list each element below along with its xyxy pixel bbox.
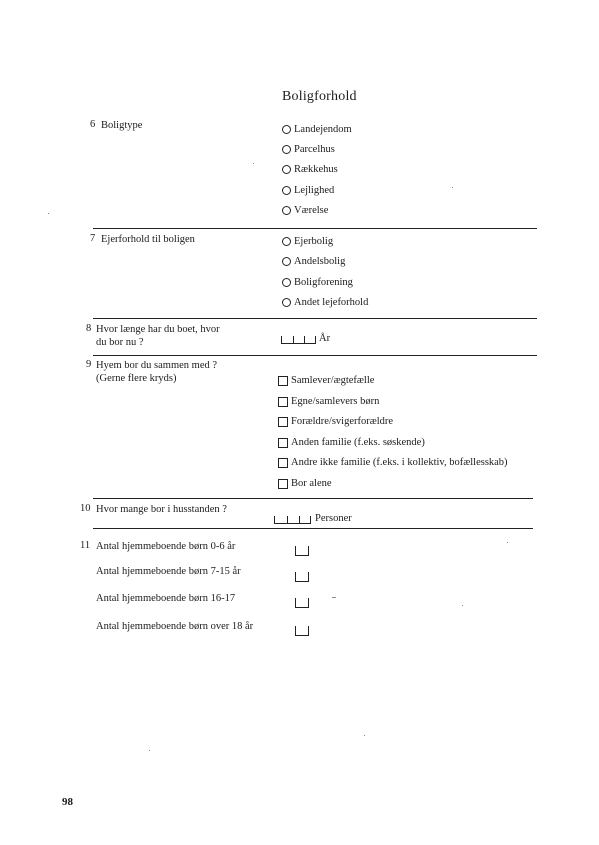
q10-unit: Personer [315, 513, 352, 524]
q6-number: 6 [90, 119, 96, 130]
q11-input-7-15[interactable] [295, 572, 309, 582]
divider [93, 318, 537, 319]
q8-text-line2: du bor nu ? [96, 337, 144, 348]
q8-text-line1: Hvor længe har du boet, hvor [96, 324, 220, 335]
divider [93, 498, 533, 499]
checkbox[interactable] [278, 417, 288, 427]
radio-button[interactable] [282, 278, 291, 287]
checkbox[interactable] [278, 479, 288, 489]
q6-option-vaerelse[interactable]: Værelse [282, 205, 328, 216]
radio-button[interactable] [282, 165, 291, 174]
q10-text: Hvor mange bor i husstanden ? [96, 504, 227, 515]
divider [93, 228, 537, 229]
q7-option-andet-lejeforhold[interactable]: Andet lejeforhold [282, 297, 368, 308]
q9-option-samlever[interactable]: Samlever/ægtefælle [278, 375, 374, 386]
q11-item-16-17: Antal hjemmeboende børn 16-17 [96, 593, 236, 604]
scan-speck [48, 213, 49, 214]
page-title: Boligforhold [282, 89, 357, 104]
q7-number: 7 [90, 233, 96, 244]
q9-note: (Gerne flere kryds) [96, 373, 177, 384]
scan-speck [332, 597, 336, 598]
q9-option-andre-ikke-familie[interactable]: Andre ikke familie (f.eks. i kollektiv, bofællesskab) [278, 457, 508, 468]
radio-button[interactable] [282, 125, 291, 134]
radio-button[interactable] [282, 206, 291, 215]
divider [93, 528, 533, 529]
q8-unit: År [319, 333, 331, 344]
q10-persons-input[interactable] [274, 516, 310, 524]
q11-number: 11 [80, 540, 91, 551]
q9-number: 9 [86, 359, 92, 370]
radio-button[interactable] [282, 298, 291, 307]
q11-input-over-18[interactable] [295, 626, 309, 636]
q9-text: Hyem bor du sammen med ? [96, 360, 218, 371]
scan-speck [462, 605, 463, 606]
checkbox[interactable] [278, 458, 288, 468]
q7-text: Ejerforhold til boligen [101, 234, 195, 245]
checkbox[interactable] [278, 376, 288, 386]
scan-speck [452, 187, 453, 188]
page-number: 98 [62, 796, 73, 808]
checkbox[interactable] [278, 438, 288, 448]
scan-speck [253, 163, 254, 164]
radio-button[interactable] [282, 186, 291, 195]
checkbox[interactable] [278, 397, 288, 407]
q9-option-anden-familie[interactable]: Anden familie (f.eks. søskende) [278, 437, 425, 448]
q11-item-7-15: Antal hjemmeboende børn 7-15 år [96, 566, 241, 577]
q7-option-andelsbolig[interactable]: Andelsbolig [282, 256, 345, 267]
q11-input-16-17[interactable] [295, 598, 309, 608]
q6-option-parcelhus[interactable]: Parcelhus [282, 144, 335, 155]
radio-button[interactable] [282, 237, 291, 246]
divider [93, 355, 537, 356]
q6-option-lejlighed[interactable]: Lejlighed [282, 185, 334, 196]
q9-option-egne-born[interactable]: Egne/samlevers børn [278, 396, 379, 407]
q11-item-over-18: Antal hjemmeboende børn over 18 år [96, 621, 254, 632]
radio-button[interactable] [282, 145, 291, 154]
q10-number: 10 [80, 503, 91, 514]
scan-speck [149, 750, 150, 751]
q6-option-landejendom[interactable]: Landejendom [282, 124, 352, 135]
scan-speck [507, 542, 508, 543]
scan-speck [364, 735, 365, 736]
q11-input-0-6[interactable] [295, 546, 309, 556]
radio-button[interactable] [282, 257, 291, 266]
q9-option-bor-alene[interactable]: Bor alene [278, 478, 332, 489]
q6-option-raekkehus[interactable]: Rækkehus [282, 164, 338, 175]
q8-years-input[interactable] [281, 336, 315, 344]
q7-option-ejerbolig[interactable]: Ejerbolig [282, 236, 333, 247]
q7-option-boligforening[interactable]: Boligforening [282, 277, 353, 288]
q8-number: 8 [86, 323, 92, 334]
q9-option-foraeldre[interactable]: Forældre/svigerforældre [278, 416, 393, 427]
q6-text: Boligtype [101, 120, 143, 131]
q11-item-0-6: Antal hjemmeboende børn 0-6 år [96, 541, 236, 552]
